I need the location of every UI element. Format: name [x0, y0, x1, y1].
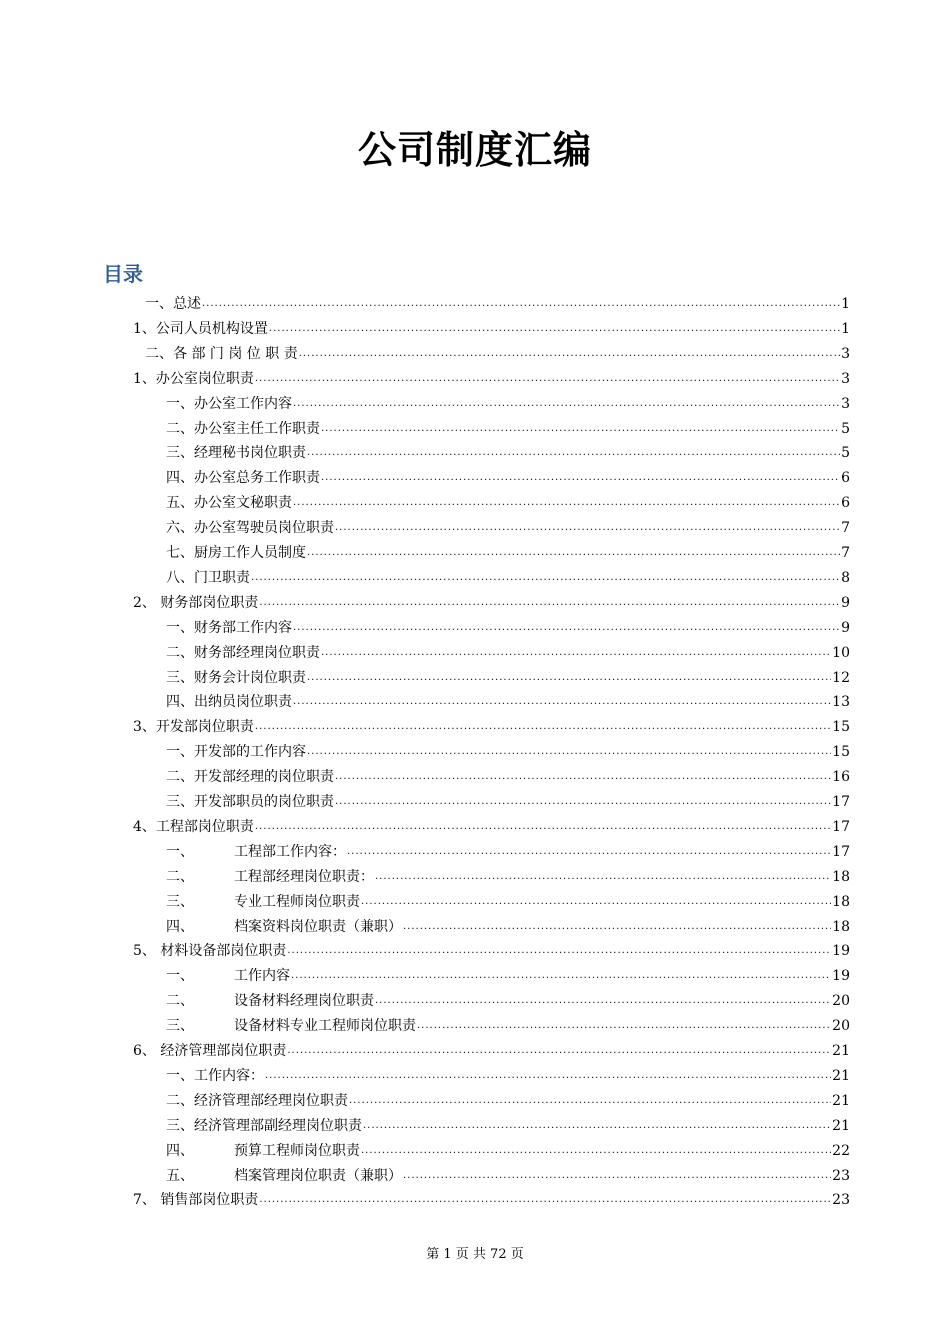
- toc-entry-label: 四、办公室总务工作职责: [166, 470, 320, 487]
- toc-entry-page-number: 12: [832, 669, 850, 686]
- toc-entry-label: 1、办公室岗位职责: [133, 370, 254, 387]
- toc-entry[interactable]: [166, 1062, 850, 1086]
- toc-entry[interactable]: [133, 1186, 850, 1210]
- toc-entry[interactable]: [166, 1162, 850, 1186]
- toc-dot-leader: [259, 1193, 831, 1207]
- toc-dot-leader: [299, 347, 840, 361]
- toc-entry-number: 二、: [166, 868, 194, 885]
- toc-entry[interactable]: [166, 1112, 850, 1136]
- toc-entry[interactable]: [166, 788, 850, 812]
- toc-entry-page-number: 10: [832, 644, 850, 661]
- toc-dot-leader: [307, 546, 840, 560]
- toc-entry-number: 四、: [166, 918, 194, 935]
- toc-entry[interactable]: [166, 664, 850, 688]
- toc-entry-page-number: 18: [832, 918, 850, 935]
- toc-entry[interactable]: [133, 813, 850, 837]
- toc-entry-page-number: 21: [832, 1092, 850, 1109]
- toc-entry-page-number: 1: [841, 320, 850, 337]
- toc-entry[interactable]: [166, 439, 850, 463]
- toc-entry-page-number: 18: [832, 893, 850, 910]
- toc-entry-label: 五、办公室文秘职责: [166, 495, 292, 512]
- toc-dot-leader: [287, 944, 831, 958]
- toc-entry-page-number: 3: [841, 370, 850, 387]
- toc-entry-page-number: 7: [841, 545, 850, 561]
- toc-dot-leader: [321, 646, 831, 660]
- toc-entry-page-number: 9: [841, 619, 850, 636]
- toc-entry-page-number: 15: [832, 719, 850, 736]
- toc-entry[interactable]: [166, 614, 850, 638]
- toc-entry[interactable]: [133, 365, 850, 389]
- toc-entry-label: 七、厨房工作人员制度: [166, 545, 306, 561]
- toc-dot-leader: [347, 845, 831, 859]
- toc-entry[interactable]: [166, 763, 850, 787]
- toc-entry[interactable]: [166, 738, 850, 762]
- toc-entry-label: 三、经理秘书岗位职责: [166, 445, 306, 462]
- toc-dot-leader: [269, 322, 840, 336]
- toc-entry[interactable]: [166, 390, 850, 414]
- toc-entry-label: 工作内容: [234, 968, 290, 985]
- toc-entry-number: 一、: [166, 968, 194, 985]
- toc-dot-leader: [291, 969, 831, 983]
- toc-entry-page-number: 8: [841, 569, 850, 586]
- toc-entry-page-number: 13: [832, 694, 850, 711]
- page-footer: 第 1 页 共 72 页: [426, 1247, 524, 1262]
- toc-entry[interactable]: [133, 315, 850, 339]
- toc-entry-label: 三、财务会计岗位职责: [166, 669, 306, 686]
- toc-entry-label: 6、 经济管理部岗位职责: [133, 1043, 287, 1059]
- toc-entry[interactable]: [145, 340, 850, 364]
- toc-entry-page-number: 18: [832, 868, 850, 885]
- toc-entry-label: 六、办公室驾驶员岗位职责: [166, 520, 334, 537]
- toc-entry[interactable]: [133, 589, 850, 613]
- toc-dot-leader: [259, 596, 840, 610]
- toc-entry-label: 工程部经理岗位职责：: [234, 868, 374, 885]
- toc-dot-leader: [265, 1069, 831, 1083]
- toc-entry-label: 工程部工作内容：: [234, 843, 346, 860]
- toc-entry-page-number: 20: [832, 993, 850, 1010]
- toc-entry-page-number: 19: [832, 943, 850, 960]
- toc-entry-label: 专业工程师岗位职责: [234, 893, 360, 910]
- toc-dot-leader: [417, 1019, 831, 1033]
- toc-entry-page-number: 21: [832, 1043, 850, 1059]
- toc-entry-number: 二、: [166, 993, 194, 1010]
- toc-entry-page-number: 17: [832, 818, 850, 835]
- toc-entry[interactable]: [166, 564, 850, 588]
- toc-entry[interactable]: [166, 415, 850, 439]
- toc-entry-label: 一、总述: [145, 296, 201, 312]
- toc-dot-leader: [361, 895, 831, 909]
- toc-dot-leader: [375, 870, 831, 884]
- toc-dot-leader: [321, 471, 840, 485]
- toc-entry-label: 八、门卫职责: [166, 569, 250, 586]
- toc-entry-page-number: 23: [832, 1192, 850, 1209]
- toc-entry-page-number: 7: [841, 520, 850, 537]
- toc-entry-page-number: 5: [841, 445, 850, 462]
- toc-entry-label: 档案资料岗位职责（兼职）: [234, 918, 402, 935]
- toc-dot-leader: [202, 297, 840, 311]
- toc-entry[interactable]: [166, 688, 850, 712]
- toc-entry[interactable]: [166, 838, 850, 862]
- toc-entry-label: 7、 销售部岗位职责: [133, 1192, 259, 1209]
- toc-entry[interactable]: [166, 464, 850, 488]
- toc-entry-label: 一、开发部的工作内容: [166, 744, 306, 761]
- toc-entry-label: 3、开发部岗位职责: [133, 719, 254, 736]
- toc-dot-leader: [403, 920, 831, 934]
- document-title: 公司制度汇编: [357, 128, 592, 172]
- toc-entry[interactable]: [166, 1012, 850, 1036]
- toc-entry[interactable]: [166, 863, 850, 887]
- toc-entry[interactable]: [166, 514, 850, 538]
- toc-dot-leader: [335, 770, 831, 784]
- toc-entry-number: 三、: [166, 1018, 194, 1035]
- toc-entry-page-number: 16: [832, 769, 850, 786]
- toc-entry[interactable]: [166, 888, 850, 912]
- toc-dot-leader: [255, 820, 831, 834]
- toc-entry-label: 二、开发部经理的岗位职责: [166, 769, 334, 786]
- toc-entry-label: 三、经济管理部副经理岗位职责: [166, 1117, 362, 1134]
- toc-entry[interactable]: [133, 937, 850, 961]
- toc-entry-label: 档案管理岗位职责（兼职）: [234, 1167, 402, 1184]
- toc-entry[interactable]: [166, 987, 850, 1011]
- toc-entry-page-number: 5: [841, 420, 850, 437]
- toc-entry-number: 三、: [166, 893, 194, 910]
- toc-dot-leader: [293, 496, 840, 510]
- toc-dot-leader: [335, 795, 831, 809]
- toc-entry-page-number: 22: [832, 1142, 850, 1159]
- toc-dot-leader: [293, 621, 840, 635]
- toc-dot-leader: [255, 720, 831, 734]
- toc-dot-leader: [403, 1169, 831, 1183]
- toc-entry-page-number: 1: [841, 296, 850, 312]
- toc-entry-label: 二、财务部经理岗位职责: [166, 644, 320, 661]
- toc-dot-leader: [361, 1144, 831, 1158]
- toc-entry-label: 二、办公室主任工作职责: [166, 420, 320, 437]
- toc-entry-number: 一、: [166, 843, 194, 860]
- toc-dot-leader: [375, 994, 831, 1008]
- toc-entry-label: 4、工程部岗位职责: [133, 818, 254, 835]
- toc-entry-label: 设备材料专业工程师岗位职责: [234, 1018, 416, 1035]
- toc-entry[interactable]: [166, 962, 850, 986]
- toc-dot-leader: [293, 695, 831, 709]
- toc-entry-page-number: 20: [832, 1018, 850, 1035]
- toc-entry[interactable]: [133, 713, 850, 737]
- toc-entry[interactable]: [166, 539, 850, 563]
- toc-entry-label: 一、工作内容：: [166, 1067, 264, 1084]
- toc-dot-leader: [287, 1044, 831, 1058]
- toc-entry-page-number: 19: [832, 968, 850, 985]
- toc-entry-page-number: 21: [832, 1067, 850, 1084]
- toc-entry-number: 五、: [166, 1167, 194, 1184]
- toc-dot-leader: [307, 671, 831, 685]
- toc-entry[interactable]: [166, 913, 850, 937]
- toc-entry[interactable]: [133, 1037, 850, 1061]
- toc-entry-label: 二、经济管理部经理岗位职责: [166, 1092, 348, 1109]
- toc-entry[interactable]: [166, 639, 850, 663]
- toc-dot-leader: [335, 521, 840, 535]
- toc-dot-leader: [251, 571, 840, 585]
- toc-entry-page-number: 3: [841, 345, 850, 362]
- toc-entry-label: 三、开发部职员的岗位职责: [166, 794, 334, 810]
- toc-entry-page-number: 17: [832, 794, 850, 810]
- toc-entry-page-number: 6: [841, 470, 850, 487]
- toc-entry-page-number: 3: [841, 395, 850, 412]
- toc-dot-leader: [293, 397, 840, 411]
- toc-entry[interactable]: [166, 489, 850, 513]
- toc-entry-label: 二、各 部 门 岗 位 职 责: [145, 345, 298, 362]
- toc-dot-leader: [363, 1119, 831, 1133]
- toc-entry-label: 5、 材料设备部岗位职责: [133, 943, 287, 960]
- toc-entry-page-number: 15: [832, 744, 850, 761]
- toc-entry[interactable]: [145, 290, 850, 314]
- toc-entry[interactable]: [166, 1137, 850, 1161]
- toc-dot-leader: [349, 1094, 831, 1108]
- toc-entry-label: 设备材料经理岗位职责: [234, 993, 374, 1010]
- toc-dot-leader: [321, 422, 840, 436]
- toc-entry-page-number: 23: [832, 1167, 850, 1184]
- toc-entry-label: 2、 财务部岗位职责: [133, 594, 259, 611]
- toc-heading: 目录: [103, 262, 143, 286]
- toc-entry-label: 一、办公室工作内容: [166, 395, 292, 412]
- toc-dot-leader: [307, 446, 840, 460]
- toc-entry-number: 四、: [166, 1142, 194, 1159]
- toc-entry-label: 一、财务部工作内容: [166, 619, 292, 636]
- toc-entry-page-number: 21: [832, 1117, 850, 1134]
- toc-entry-label: 预算工程师岗位职责: [234, 1142, 360, 1159]
- toc-entry-label: 四、出纳员岗位职责: [166, 694, 292, 711]
- toc-entry-label: 1、公司人员机构设置: [133, 320, 268, 337]
- toc-entry-page-number: 17: [832, 843, 850, 860]
- toc-entry-page-number: 6: [841, 495, 850, 512]
- toc-dot-leader: [255, 372, 840, 386]
- toc-entry[interactable]: [166, 1087, 850, 1111]
- toc-dot-leader: [307, 745, 831, 759]
- toc-entry-page-number: 9: [841, 594, 850, 611]
